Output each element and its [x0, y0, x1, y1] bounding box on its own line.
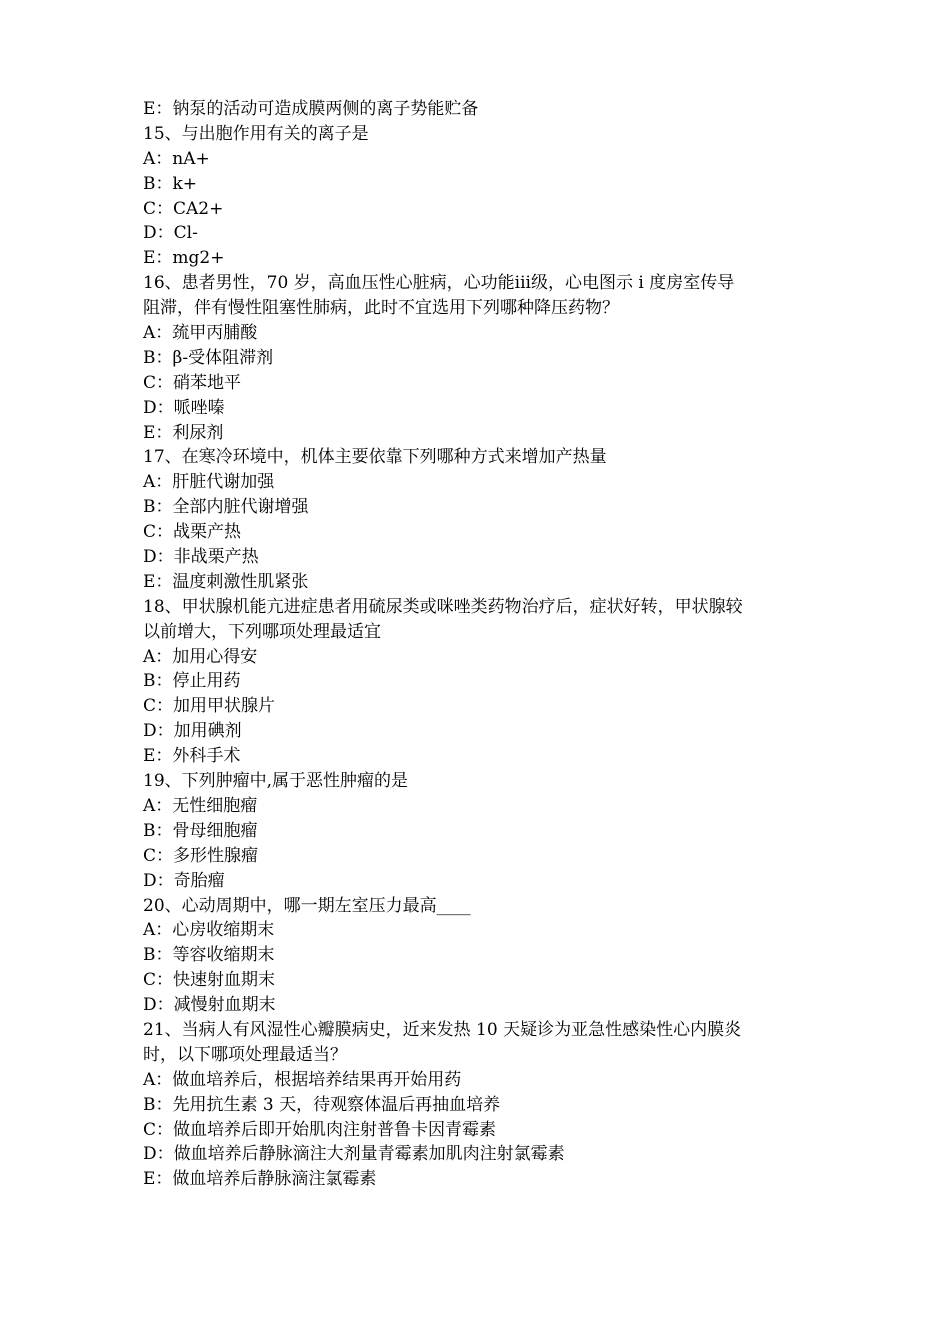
- option-line: E：利尿剂: [143, 422, 224, 443]
- question-line: 21、当病人有风湿性心瓣膜病史，近来发热 10 天疑诊为亚急性感染性心内膜炎: [143, 1019, 742, 1040]
- option-line: D：减慢射血期末: [143, 995, 276, 1016]
- option-line: C：做血培养后即开始肌肉注射普鲁卡因青霉素: [143, 1119, 497, 1140]
- option-line: A：做血培养后，根据培养结果再开始用药: [143, 1069, 462, 1090]
- option-line: D：哌唑嗪: [143, 397, 225, 418]
- option-line: B：全部内脏代谢增强: [143, 497, 309, 518]
- option-line: D：奇胎瘤: [143, 870, 225, 891]
- option-line: A：心房收缩期末: [143, 920, 275, 941]
- option-line: A：巯甲丙脯酸: [143, 323, 258, 344]
- option-line: A：无性细胞瘤: [143, 795, 258, 816]
- option-line: E：做血培养后静脉滴注氯霉素: [143, 1169, 377, 1190]
- option-line: E：mg2+: [143, 248, 225, 269]
- document-page: [143, 97, 811, 1192]
- option-line: C：硝苯地平: [143, 372, 242, 393]
- option-line: D：加用碘剂: [143, 721, 242, 742]
- question-line: 以前增大，下列哪项处理最适宜: [143, 621, 381, 642]
- option-line: B：停止用药: [143, 671, 241, 692]
- question-line: 20、心动周期中，哪一期左室压力最高____: [143, 895, 471, 916]
- option-line: B：骨母细胞瘤: [143, 820, 258, 841]
- option-line: D：非战栗产热: [143, 547, 259, 568]
- question-line: 17、在寒冷环境中，机体主要依靠下列哪种方式来增加产热量: [143, 447, 607, 468]
- option-line: C：战栗产热: [143, 522, 242, 543]
- question-line: 时，以下哪项处理最适当？: [143, 1044, 347, 1065]
- option-line: E：外科手术: [143, 746, 241, 767]
- question-line: 15、与出胞作用有关的离子是: [143, 123, 369, 144]
- question-line: 16、患者男性，70 岁，高血压性心脏病，心功能iii级，心电图示 i 度房室传导: [143, 273, 735, 294]
- option-line: E：温度刺激性肌紧张: [143, 571, 309, 592]
- question-line: 19、下列肿瘤中,属于恶性肿瘤的是: [143, 771, 409, 792]
- option-line: E：钠泵的活动可造成膜两侧的离子势能贮备: [143, 99, 479, 119]
- option-line: C：加用甲状腺片: [143, 696, 276, 717]
- option-line: A：肝脏代谢加强: [143, 472, 275, 493]
- option-line: A：nA+: [143, 148, 210, 169]
- option-line: B：β-受体阻滞剂: [143, 347, 274, 368]
- option-line: B：k+: [143, 173, 198, 194]
- option-line: D：做血培养后静脉滴注大剂量青霉素加肌肉注射氯霉素: [143, 1144, 565, 1165]
- question-line: 阻滞，伴有慢性阻塞性肺病，此时不宜选用下列哪种降压药物？: [143, 298, 619, 319]
- option-line: B：等容收缩期末: [143, 945, 275, 966]
- option-line: C：CA2+: [143, 198, 224, 219]
- option-line: C：多形性腺瘤: [143, 845, 259, 866]
- option-line: D：Cl-: [143, 223, 198, 244]
- option-line: B：先用抗生素 3 天，待观察体温后再抽血培养: [143, 1094, 501, 1115]
- option-line: C：快速射血期末: [143, 970, 276, 991]
- question-line: 18、甲状腺机能亢进症患者用硫尿类或咪唑类药物治疗后，症状好转，甲状腺较: [143, 596, 743, 617]
- option-line: A：加用心得安: [143, 646, 258, 667]
